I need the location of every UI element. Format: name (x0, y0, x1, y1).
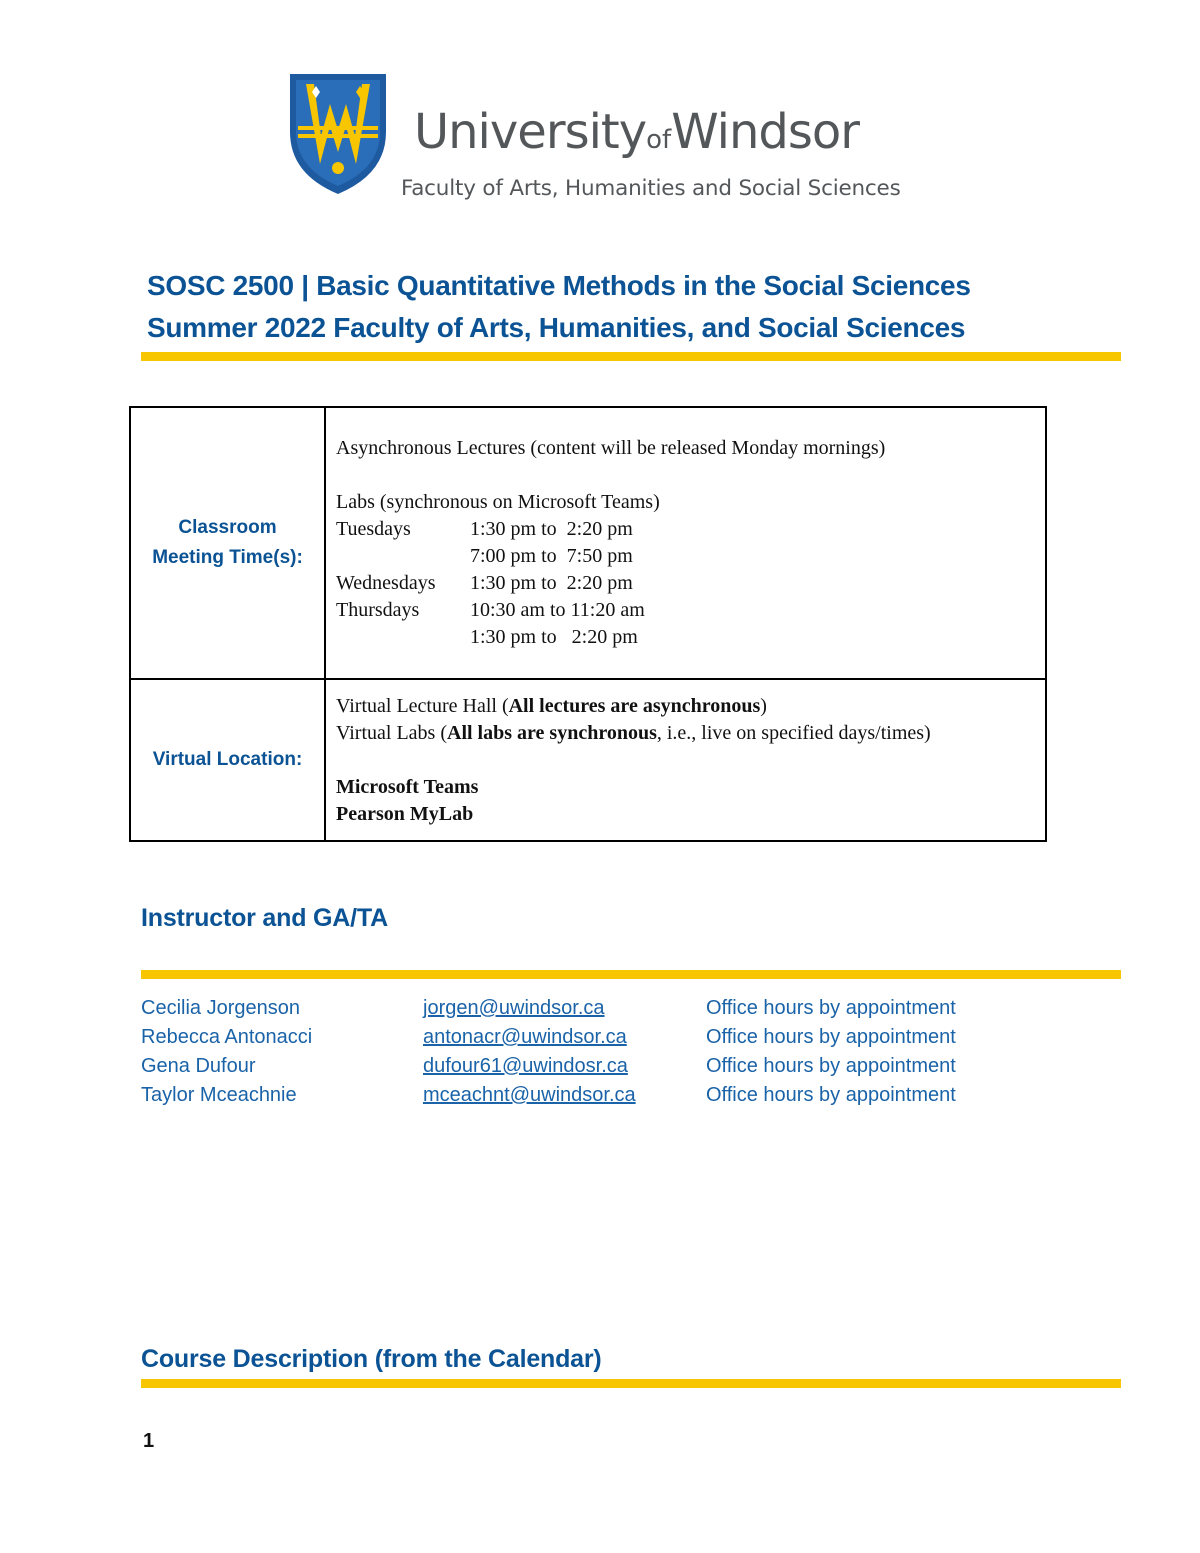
course-title: SOSC 2500 | Basic Quantitative Methods in the Social Sciences (147, 270, 971, 301)
staff-office-hours: Office hours by appointment (706, 1026, 956, 1048)
staff-email-link[interactable]: mceachnt@uwindsor.ca (423, 1084, 636, 1106)
faculty-name: Faculty of Arts, Humanities and Social Sciences (401, 176, 901, 201)
meeting-time-row (130, 407, 1046, 679)
lab-schedule (336, 516, 1045, 651)
virtual-location-content (325, 679, 1046, 841)
instructors-heading: Instructor and GA/TA (141, 904, 388, 932)
staff-office-hours: Office hours by appointment (706, 1084, 956, 1106)
lecture-hall-info: Virtual Lecture Hall (All lectures are asynchronous) (336, 694, 767, 717)
virtual-location-label: Virtual Location: (130, 679, 325, 841)
page-number: 1 (143, 1430, 155, 1452)
staff-name: Taylor Mceachnie (141, 1084, 297, 1106)
meeting-time-content (325, 407, 1046, 679)
platform-mylab: Pearson MyLab (336, 802, 474, 825)
schedule-row: Tuesdays 1:30 pm to 2:20 pm (336, 518, 633, 540)
meeting-time-label: Classroom Meeting Time(s): (130, 407, 325, 679)
lectures-info: Asynchronous Lectures (content will be released Monday mornings) (336, 437, 886, 459)
staff-name: Rebecca Antonacci (141, 1026, 313, 1048)
labs-heading: Labs (synchronous on Microsoft Teams) (336, 491, 660, 513)
title-divider (141, 352, 1121, 361)
staff-email-link[interactable]: jorgen@uwindsor.ca (423, 997, 605, 1019)
virtual-location-row (130, 679, 1046, 841)
instructors-divider (141, 970, 1121, 979)
staff-email-link[interactable]: antonacr@uwindsor.ca (423, 1026, 627, 1048)
staff-email-link[interactable]: dufour61@uwindosr.ca (423, 1055, 628, 1077)
schedule-row: Thursdays 10:30 am to 11:20 am (336, 599, 645, 621)
virtual-labs-info: Virtual Labs (All labs are synchronous, i.e., live on specified days/times) (336, 721, 931, 744)
staff-name: Cecilia Jorgenson (141, 997, 300, 1019)
course-description-heading: Course Description (from the Calendar) (141, 1345, 602, 1373)
schedule-row: 1:30 pm to 2:20 pm (470, 626, 638, 648)
schedule-row: Wednesdays 1:30 pm to 2:20 pm (336, 572, 633, 594)
schedule-row: 7:00 pm to 7:50 pm (470, 545, 633, 567)
platform-teams: Microsoft Teams (336, 775, 479, 798)
university-name: UniversityofWindsor (414, 104, 859, 160)
staff-office-hours: Office hours by appointment (706, 997, 956, 1019)
staff-office-hours: Office hours by appointment (706, 1055, 956, 1077)
university-shield-logo (286, 70, 390, 196)
staff-name: Gena Dufour (141, 1055, 256, 1077)
description-divider (141, 1379, 1121, 1388)
course-term: Summer 2022 Faculty of Arts, Humanities, and Social Sciences (147, 312, 966, 343)
course-info-table (129, 406, 1047, 842)
